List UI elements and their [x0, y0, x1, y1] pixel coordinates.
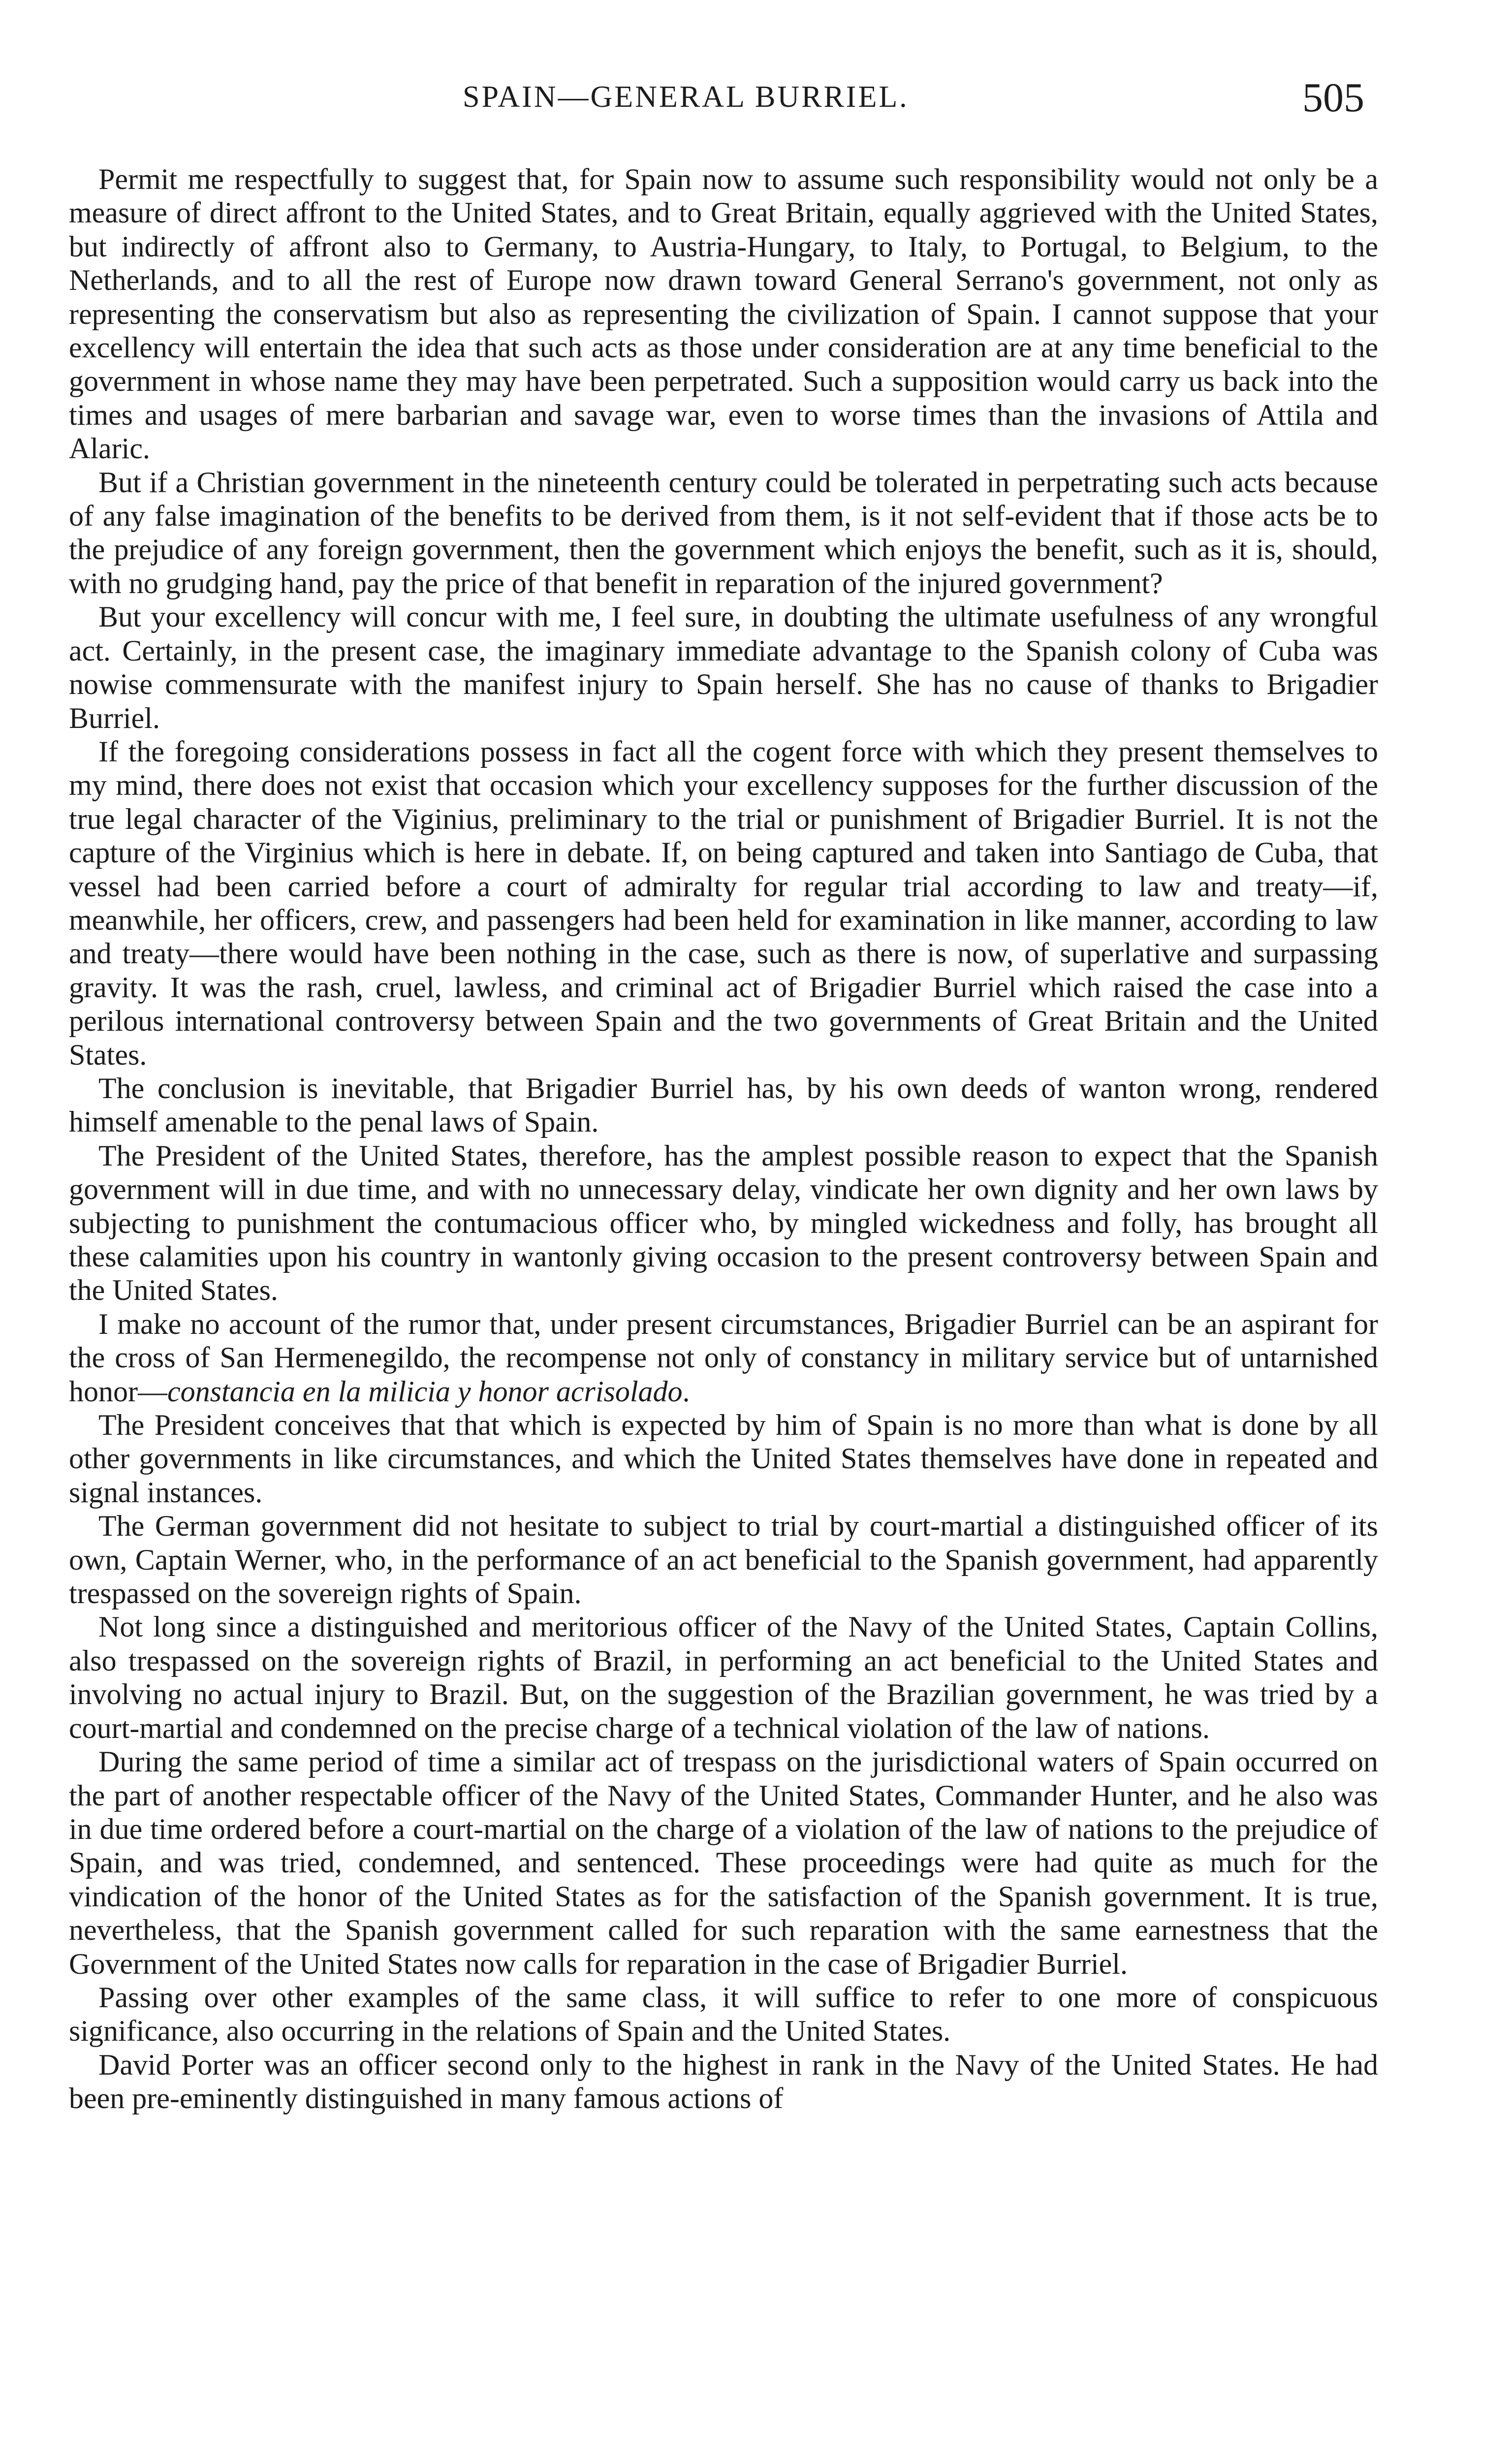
body-text	[69, 162, 1378, 2115]
paragraph: The President of the United States, therefore, has the amplest possible reason to expect that the Spanish government will in due time, and with no unnecessary delay, vindicate her own dignity and her own laws by subjecting to punishment the contumacious officer who, by mingled wickedness and folly, has brought all these calamities upon his country in wantonly giving occasion to the present controversy between Spain and the United States.	[69, 1139, 1378, 1307]
page-number: 505	[1302, 75, 1364, 121]
paragraph: The conclusion is inevitable, that Brigadier Burriel has, by his own deeds of wanton wrong, rendered himself amenable to the penal laws of Spain.	[69, 1072, 1378, 1138]
italic-phrase: constancia en la milicia y honor acrisolado	[167, 1375, 683, 1408]
paragraph: Permit me respectfully to suggest that, for Spain now to assume such responsibility would not only be a measure of direct affront to the United States, and to Great Britain, equally aggrieved with the United States, but indirectly of affront also to Germany, to Austria-Hungary, to Italy, to Portugal, to Belgium, to the Netherlands, and to all the rest of Europe now drawn toward General Serrano's government, not only as representing the conservatism but also as representing the civilization of Spain. I cannot suppose that your excellency will entertain the idea that such acts as those under consideration are at any time beneficial to the government in whose name they may have been perpetrated. Such a supposition would carry us back into the times and usages of mere barbarian and savage war, even to worse times than the invasions of Attila and Alaric.	[69, 163, 1378, 465]
paragraph: I make no account of the rumor that, under present circumstances, Brigadier Burriel can be an aspirant for the cross of San Hermenegildo, the recompense not only of constancy in military service but of untarnished honor—constancia en la milicia y honor acrisolado.	[69, 1307, 1378, 1408]
paragraph: But your excellency will concur with me, I feel sure, in doubting the ultimate usefulness of any wrongful act. Certainly, in the present case, the imaginary immediate advantage to the Spanish colony of Cuba was nowise commensurate with the manifest injury to Spain herself. She has no cause of thanks to Brigadier Burriel.	[69, 600, 1378, 734]
paragraph: Passing over other examples of the same class, it will suffice to refer to one more of conspicuous significance, also occurring in the relations of Spain and the United States.	[69, 1981, 1378, 2048]
paragraph: During the same period of time a similar act of trespass on the jurisdictional waters of Spain occurred on the part of another respectable officer of the Navy of the United States, Commander Hunter, and he also was in due time ordered before a court-martial on the charge of a violation of the law of nations to the prejudice of Spain, and was tried, condemned, and sentenced. These proceedings were had quite as much for the vindication of the honor of the United States as for the satisfaction of the Spanish government. It is true, nevertheless, that the Spanish government called for such reparation with the same earnestness that the Government of the United States now calls for reparation in the case of Brigadier Burriel.	[69, 1745, 1378, 1980]
paragraph: The President conceives that that which is expected by him of Spain is no more than what is done by all other governments in like circumstances, and which the United States themselves have done in repeated and signal instances.	[69, 1409, 1378, 1509]
paragraph: Not long since a distinguished and meritorious officer of the Navy of the United States, Captain Collins, also trespassed on the sovereign rights of Brazil, in performing an act beneficial to the United States and involving no actual injury to Brazil. But, on the suggestion of the Brazilian government, he was tried by a court-martial and condemned on the precise charge of a technical violation of the law of nations.	[69, 1610, 1378, 1744]
paragraph: The German government did not hesitate to subject to trial by court-martial a distinguished officer of its own, Captain Werner, who, in the performance of an act beneficial to the Spanish government, had apparently trespassed on the sovereign rights of Spain.	[69, 1510, 1378, 1610]
running-title: SPAIN—GENERAL BURRIEL.	[463, 80, 909, 114]
paragraph: David Porter was an officer second only to the highest in rank in the Navy of the United States. He had been pre-eminently distinguished in many famous actions of	[69, 2048, 1378, 2115]
paragraph: But if a Christian government in the nineteenth century could be tolerated in perpetrating such acts because of any false imagination of the benefits to be derived from them, is it not self-evident that if those acts be to the prejudice of any foreign government, then the government which enjoys the benefit, such as it is, should, with no grudging hand, pay the price of that benefit in reparation of the injured government?	[69, 466, 1378, 599]
paragraph: If the foregoing considerations possess in fact all the cogent force with which they present themselves to my mind, there does not exist that occasion which your excellency supposes for the further discussion of the true legal character of the Viginius, preliminary to the trial or punishment of Brigadier Burriel. It is not the capture of the Virginius which is here in debate. If, on being captured and taken into Santiago de Cuba, that vessel had been carried before a court of admiralty for regular trial according to law and treaty—if, meanwhile, her officers, crew, and passengers had been held for examination in like manner, according to law and treaty—there would have been nothing in the case, such as there is now, of superlative and surpassing gravity. It was the rash, cruel, lawless, and criminal act of Brigadier Burriel which raised the case into a perilous international controversy between Spain and the two governments of Great Britain and the United States.	[69, 735, 1378, 1071]
page-header	[0, 74, 1512, 128]
